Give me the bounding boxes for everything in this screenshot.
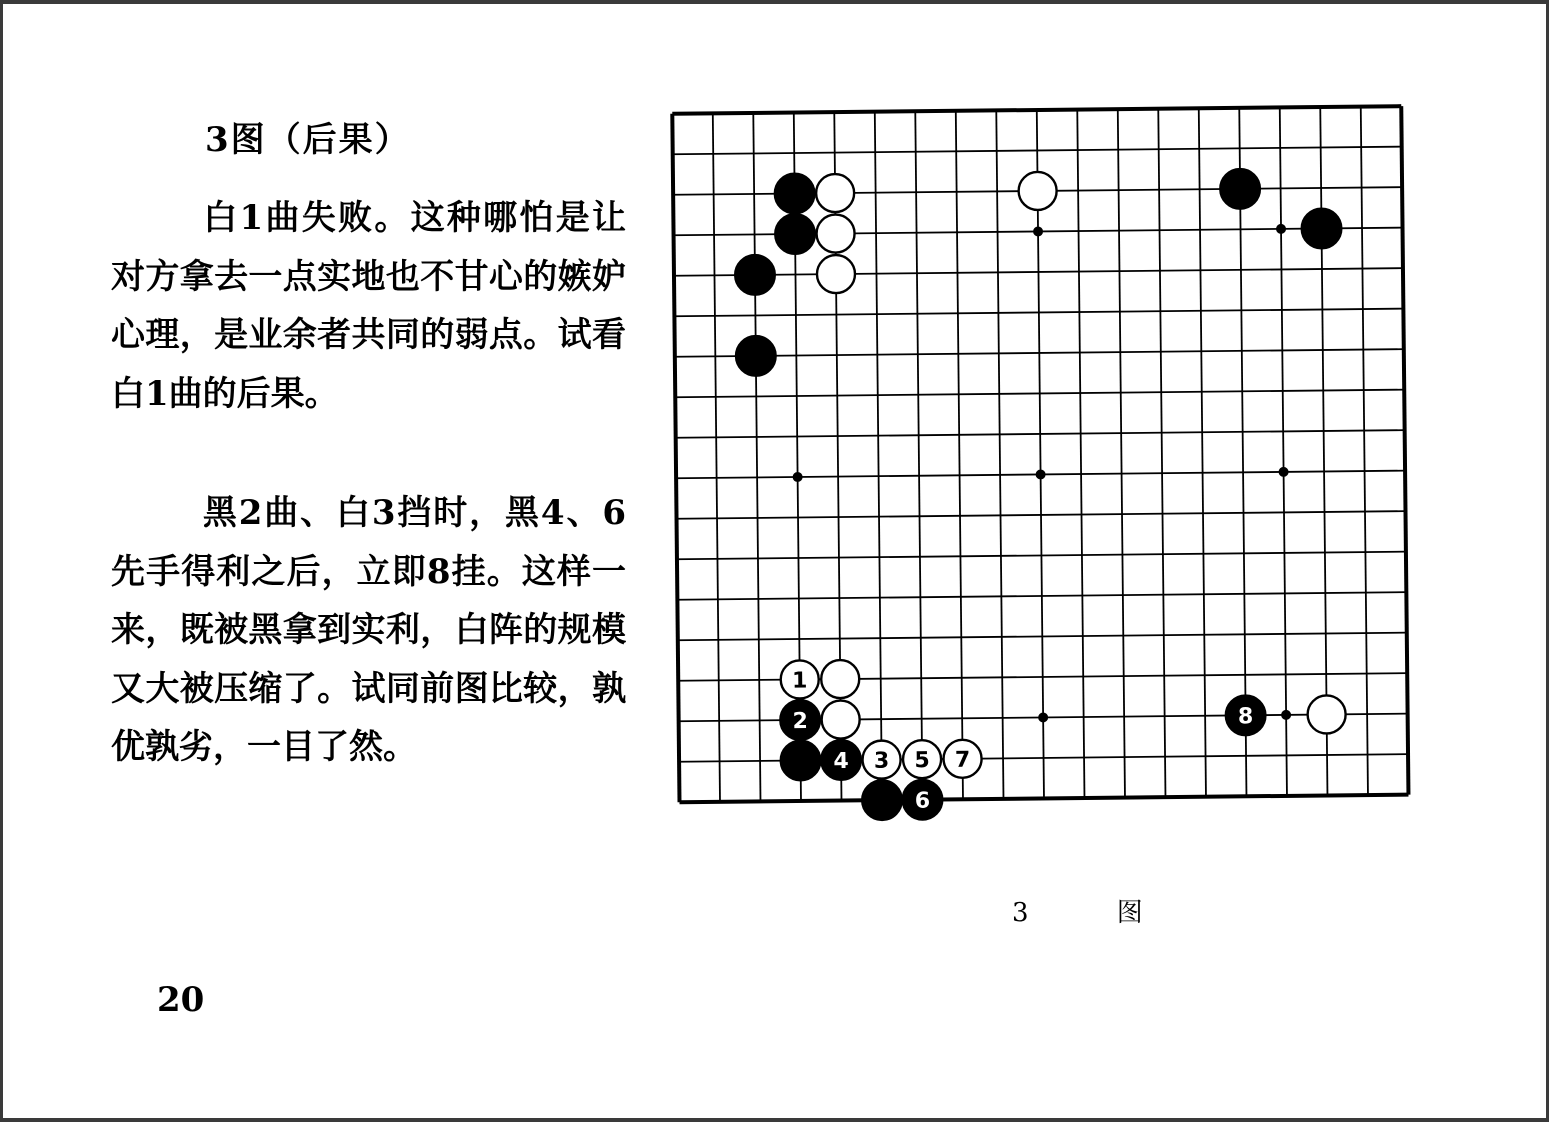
paragraph-1 [111,189,626,423]
grid-line-vertical [1118,109,1125,797]
star-point [1276,224,1286,234]
section-heading: 3图（后果） [205,120,411,160]
grid-line-vertical [996,110,1003,798]
black-stone [780,740,820,780]
grid-line-vertical [1361,107,1368,795]
grid-line-vertical [753,113,760,801]
black-stone [862,780,902,820]
white-stone [1018,172,1056,210]
star-point [1281,710,1291,720]
grid-line-vertical [1239,108,1246,796]
white-stone [821,700,859,738]
black-stone [1220,169,1260,209]
black-stone [736,336,776,376]
black-stone [775,214,815,254]
stone-move-number: 4 [833,748,849,775]
stone-move-number: 3 [873,748,890,774]
white-stone [817,255,855,293]
white-stone [821,660,859,698]
star-point [1033,226,1043,236]
black-stone [774,173,814,213]
grid-line-vertical [875,112,882,800]
star-point [1038,712,1048,722]
paragraph-2 [111,484,626,777]
star-point [1279,467,1289,477]
grid-line-vertical [1037,110,1044,798]
go-board [662,82,1430,850]
stone-move-number: 6 [914,788,931,814]
page-number: 20 [157,980,205,1020]
grid-line-vertical [1401,106,1408,794]
black-stone [735,255,775,295]
white-stone [816,214,854,252]
white-stone [1307,695,1345,733]
white-stone [816,174,854,212]
stone-move-number: 1 [791,668,808,694]
stone-move-number: 2 [792,708,808,735]
paragraph-1-text: 白1曲失败。这种哪怕是让对方拿去一点实地也不甘心的嫉妒心理，是业余者共同的弱点。试看白1曲的后果。 [111,198,626,414]
grid-line-vertical [713,113,720,801]
grid-line-vertical [1280,107,1287,795]
paragraph-2-text: 黑2曲、白3挡时，黑4、6先手得利之后，立即8挂。这样一来，既被黑拿到实利，白阵的规模又大被压缩了。试同前图比较，孰优孰劣，一目了然。 [111,493,626,767]
go-diagram [666,86,1426,846]
star-point [1036,469,1046,479]
grid-line-vertical [915,111,922,799]
black-stone [1301,208,1341,248]
grid-line-vertical [1077,110,1084,798]
figure-caption: 3 图 [1012,898,1183,928]
stone-move-number: 5 [914,748,930,774]
star-point [793,472,803,482]
stone-move-number: 7 [954,747,971,773]
grid-line-vertical [672,114,679,802]
grid-line-vertical [1199,108,1206,796]
stone-move-number: 8 [1237,704,1254,730]
grid-line-vertical [1158,109,1165,797]
grid-line-vertical [956,111,963,799]
